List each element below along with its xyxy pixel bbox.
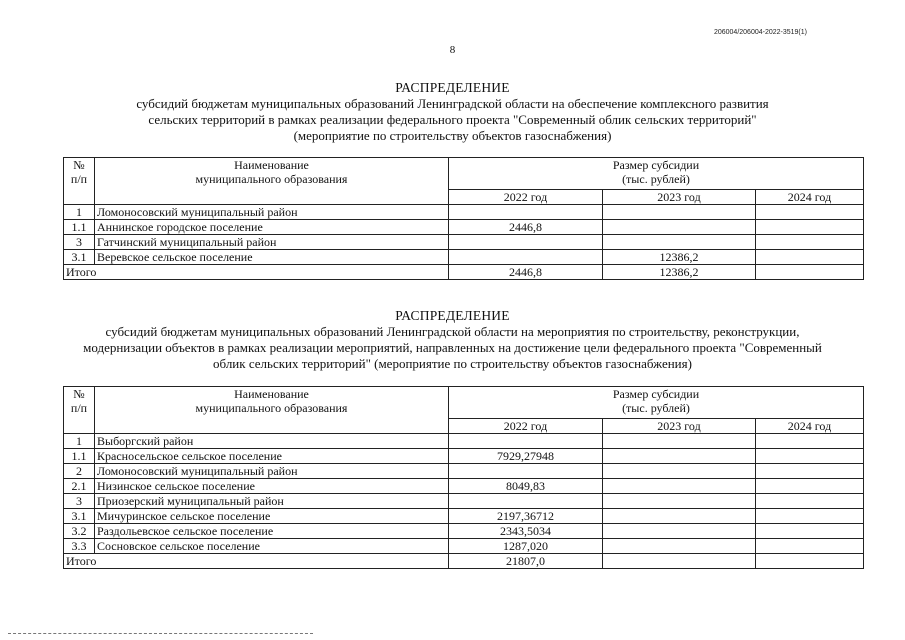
row-number: 3.3 — [64, 539, 95, 554]
row-number: 2.1 — [64, 479, 95, 494]
row-value-2024 — [756, 479, 864, 494]
col-header-year-2024: 2024 год — [756, 419, 864, 434]
row-value-2022: 2343,5034 — [449, 524, 603, 539]
row-value-2023 — [603, 235, 756, 250]
row-number: 3.1 — [64, 250, 95, 265]
col-header-number: № п/п — [64, 387, 95, 434]
col-header-year-2023: 2023 год — [603, 190, 756, 205]
row-value-2022: 8049,83 — [449, 479, 603, 494]
row-value-2024 — [756, 434, 864, 449]
table-row — [64, 494, 864, 509]
row-value-2022: 2197,36712 — [449, 509, 603, 524]
col-header-number: № п/п — [64, 158, 95, 205]
row-value-2023 — [603, 539, 756, 554]
total-2023: 12386,2 — [603, 265, 756, 280]
table-total-row — [64, 265, 864, 280]
section2-line-3: облик сельских территорий" (мероприятие по строительству объектов газоснабжения) — [213, 356, 692, 371]
row-name: Приозерский муниципальный район — [95, 494, 449, 509]
section1-table — [63, 157, 864, 280]
col-header-subsidy: Размер субсидии (тыс. рублей) — [449, 158, 864, 190]
row-value-2022 — [449, 494, 603, 509]
col-header-year-2023: 2023 год — [603, 419, 756, 434]
row-value-2022 — [449, 250, 603, 265]
row-value-2023 — [603, 494, 756, 509]
row-value-2024 — [756, 449, 864, 464]
table-row — [64, 464, 864, 479]
row-value-2024 — [756, 220, 864, 235]
row-name: Аннинское городское поселение — [95, 220, 449, 235]
total-2023 — [603, 554, 756, 569]
row-number: 1.1 — [64, 220, 95, 235]
table-row — [64, 449, 864, 464]
section1-heading — [0, 80, 905, 144]
row-name: Красносельское сельское поселение — [95, 449, 449, 464]
row-value-2023 — [603, 434, 756, 449]
row-value-2024 — [756, 464, 864, 479]
row-value-2022: 7929,27948 — [449, 449, 603, 464]
row-value-2023 — [603, 220, 756, 235]
table-row — [64, 524, 864, 539]
section2-title: РАСПРЕДЕЛЕНИЕ — [395, 308, 510, 323]
row-value-2023 — [603, 479, 756, 494]
col-header-name: Наименование муниципального образования — [95, 158, 449, 205]
table-row — [64, 434, 864, 449]
row-name: Выборгский район — [95, 434, 449, 449]
col-header-year-2022: 2022 год — [449, 419, 603, 434]
row-value-2024 — [756, 539, 864, 554]
section1-line-1: субсидий бюджетам муниципальных образований Ленинградской области на обеспечение комплексного развития — [136, 96, 769, 111]
row-name: Мичуринское сельское поселение — [95, 509, 449, 524]
row-name: Низинское сельское поселение — [95, 479, 449, 494]
col-header-year-2022: 2022 год — [449, 190, 603, 205]
row-name: Сосновское сельское поселение — [95, 539, 449, 554]
document-code: 206004/206004-2022-3519(1) — [713, 29, 807, 36]
row-number: 1 — [64, 434, 95, 449]
table-row — [64, 205, 864, 220]
row-value-2023 — [603, 464, 756, 479]
table-total-row — [64, 554, 864, 569]
row-value-2024 — [756, 509, 864, 524]
total-2024 — [756, 265, 864, 280]
row-value-2022 — [449, 464, 603, 479]
row-value-2023 — [603, 509, 756, 524]
total-label: Итого — [64, 554, 449, 569]
table-row — [64, 235, 864, 250]
section1-line-3: (мероприятие по строительству объектов газоснабжения) — [293, 128, 612, 143]
table-row — [64, 509, 864, 524]
row-number: 3 — [64, 235, 95, 250]
col-header-name: Наименование муниципального образования — [95, 387, 449, 434]
row-value-2024 — [756, 235, 864, 250]
row-number: 3.1 — [64, 509, 95, 524]
row-value-2023 — [603, 205, 756, 220]
total-2022: 21807,0 — [449, 554, 603, 569]
table-row — [64, 539, 864, 554]
page-number: 8 — [449, 44, 456, 56]
footer-divider — [8, 633, 313, 634]
section2-heading — [0, 308, 905, 372]
row-value-2022: 2446,8 — [449, 220, 603, 235]
section2-table — [63, 386, 864, 569]
row-name: Гатчинский муниципальный район — [95, 235, 449, 250]
row-value-2024 — [756, 524, 864, 539]
row-name: Ломоносовский муниципальный район — [95, 205, 449, 220]
row-value-2022 — [449, 434, 603, 449]
table-row — [64, 250, 864, 265]
col-header-subsidy: Размер субсидии (тыс. рублей) — [449, 387, 864, 419]
row-value-2024 — [756, 205, 864, 220]
row-value-2024 — [756, 250, 864, 265]
table-row — [64, 479, 864, 494]
row-value-2022 — [449, 205, 603, 220]
total-label: Итого — [64, 265, 449, 280]
row-name: Раздольевское сельское поселение — [95, 524, 449, 539]
row-number: 1 — [64, 205, 95, 220]
section1-title: РАСПРЕДЕЛЕНИЕ — [395, 80, 510, 95]
section2-line-2: модернизации объектов в рамках реализации мероприятий, направленных на достижение цели федерального проекта "Современный — [83, 340, 822, 355]
row-value-2024 — [756, 494, 864, 509]
row-value-2022 — [449, 235, 603, 250]
section1-line-2: сельских территорий в рамках реализации федерального проекта "Современный облик сельских территорий" — [148, 112, 757, 127]
row-value-2023 — [603, 449, 756, 464]
row-value-2023 — [603, 524, 756, 539]
row-number: 2 — [64, 464, 95, 479]
row-name: Веревское сельское поселение — [95, 250, 449, 265]
total-2022: 2446,8 — [449, 265, 603, 280]
total-2024 — [756, 554, 864, 569]
table-row — [64, 220, 864, 235]
row-value-2023: 12386,2 — [603, 250, 756, 265]
row-number: 3 — [64, 494, 95, 509]
row-name: Ломоносовский муниципальный район — [95, 464, 449, 479]
col-header-year-2024: 2024 год — [756, 190, 864, 205]
row-number: 3.2 — [64, 524, 95, 539]
row-value-2022: 1287,020 — [449, 539, 603, 554]
row-number: 1.1 — [64, 449, 95, 464]
section2-line-1: субсидий бюджетам муниципальных образований Ленинградской области на мероприятия по строительству, реконструкции, — [105, 324, 800, 339]
